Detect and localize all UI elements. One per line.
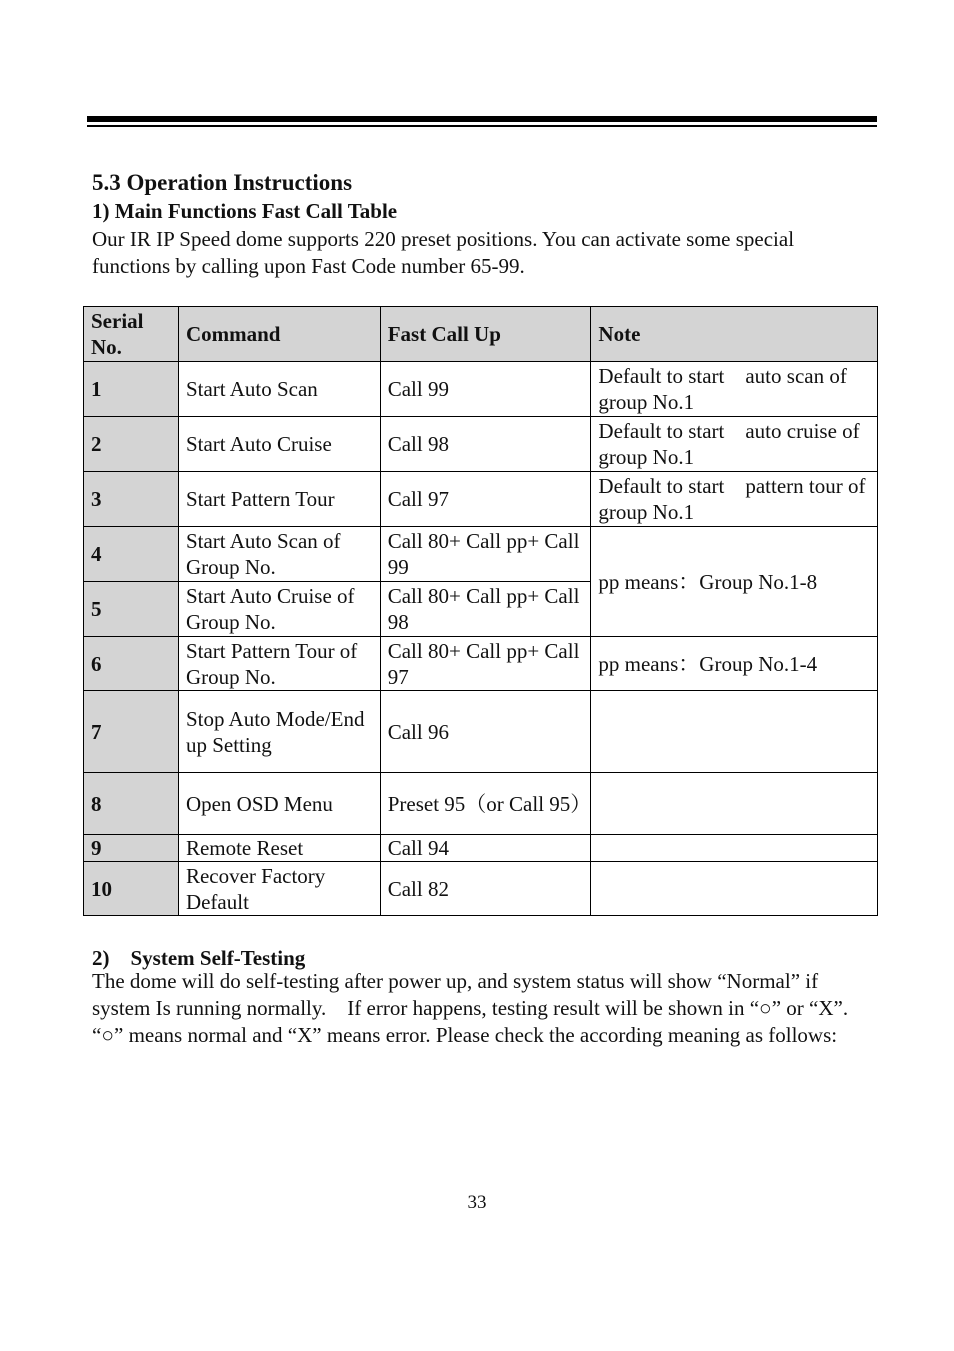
command-cell: Start Auto Cruise — [178, 417, 380, 472]
header-note: Note — [591, 307, 878, 362]
call-cell: Call 96 — [380, 691, 591, 773]
call-cell: Call 82 — [380, 862, 591, 916]
table-row — [84, 862, 878, 916]
serial-cell: 9 — [84, 835, 179, 862]
table-row — [84, 527, 878, 582]
command-cell: Open OSD Menu — [178, 773, 380, 835]
note-cell: Default to start pattern tour of group No.1 — [591, 472, 878, 527]
table-row — [84, 773, 878, 835]
command-cell: Start Auto Scan — [178, 362, 380, 417]
command-cell: Start Auto Cruise of Group No. — [178, 582, 380, 637]
table-row — [84, 637, 878, 691]
note-cell: pp means：Group No.1-4 — [591, 637, 878, 691]
call-cell: Call 80+ Call pp+ Call 97 — [380, 637, 591, 691]
self-testing-paragraph: The dome will do self-testing after power up, and system status will show “Normal” if system Is running normally. If error happens, testing result will be shown in “○” or “X”. “○” means normal and “X” means error. Please check the according meaning as follows: — [92, 969, 849, 1047]
command-cell: Start Pattern Tour of Group No. — [178, 637, 380, 691]
call-cell: Call 80+ Call pp+ Call 98 — [380, 582, 591, 637]
serial-cell: 2 — [84, 417, 179, 472]
call-cell: Call 80+ Call pp+ Call 99 — [380, 527, 591, 582]
fast-call-table — [83, 306, 878, 916]
serial-cell: 3 — [84, 472, 179, 527]
note-cell-merged: pp means：Group No.1-8 — [591, 527, 878, 637]
command-cell: Recover Factory Default — [178, 862, 380, 916]
serial-cell: 1 — [84, 362, 179, 417]
header-command: Command — [178, 307, 380, 362]
note-cell — [591, 773, 878, 835]
call-cell: Call 94 — [380, 835, 591, 862]
intro-paragraph: Our IR IP Speed dome supports 220 preset positions. You can activate some special functions by calling upon Fast Code number 65-99. — [92, 227, 795, 278]
table-row — [84, 691, 878, 773]
call-cell: Preset 95（or Call 95） — [380, 773, 591, 835]
note-cell — [591, 691, 878, 773]
header-rule-thick — [87, 116, 877, 122]
section-title: 5.3 Operation Instructions — [92, 170, 353, 195]
note-cell — [591, 835, 878, 862]
command-cell: Remote Reset — [178, 835, 380, 862]
call-cell: Call 97 — [380, 472, 591, 527]
table-row — [84, 472, 878, 527]
note-cell: Default to start auto scan of group No.1 — [591, 362, 878, 417]
table-row — [84, 362, 878, 417]
subsection-title-self-testing: 2) System Self-Testing — [92, 946, 306, 970]
serial-cell: 10 — [84, 862, 179, 916]
table-row — [84, 835, 878, 862]
call-cell: Call 98 — [380, 417, 591, 472]
header-serial: Serial No. — [84, 307, 179, 362]
header-rule-thin — [87, 125, 877, 127]
serial-cell: 5 — [84, 582, 179, 637]
serial-cell: 6 — [84, 637, 179, 691]
note-cell — [591, 862, 878, 916]
command-cell: Stop Auto Mode/End up Setting — [178, 691, 380, 773]
serial-cell: 4 — [84, 527, 179, 582]
serial-cell: 8 — [84, 773, 179, 835]
header-fast-call-up: Fast Call Up — [380, 307, 591, 362]
subsection-title-fast-call: 1) Main Functions Fast Call Table — [92, 199, 398, 223]
table-header-row — [84, 307, 878, 362]
page-number: 33 — [467, 1192, 487, 1213]
serial-cell: 7 — [84, 691, 179, 773]
note-cell: Default to start auto cruise of group No.1 — [591, 417, 878, 472]
command-cell: Start Pattern Tour — [178, 472, 380, 527]
command-cell: Start Auto Scan of Group No. — [178, 527, 380, 582]
call-cell: Call 99 — [380, 362, 591, 417]
table-row — [84, 417, 878, 472]
